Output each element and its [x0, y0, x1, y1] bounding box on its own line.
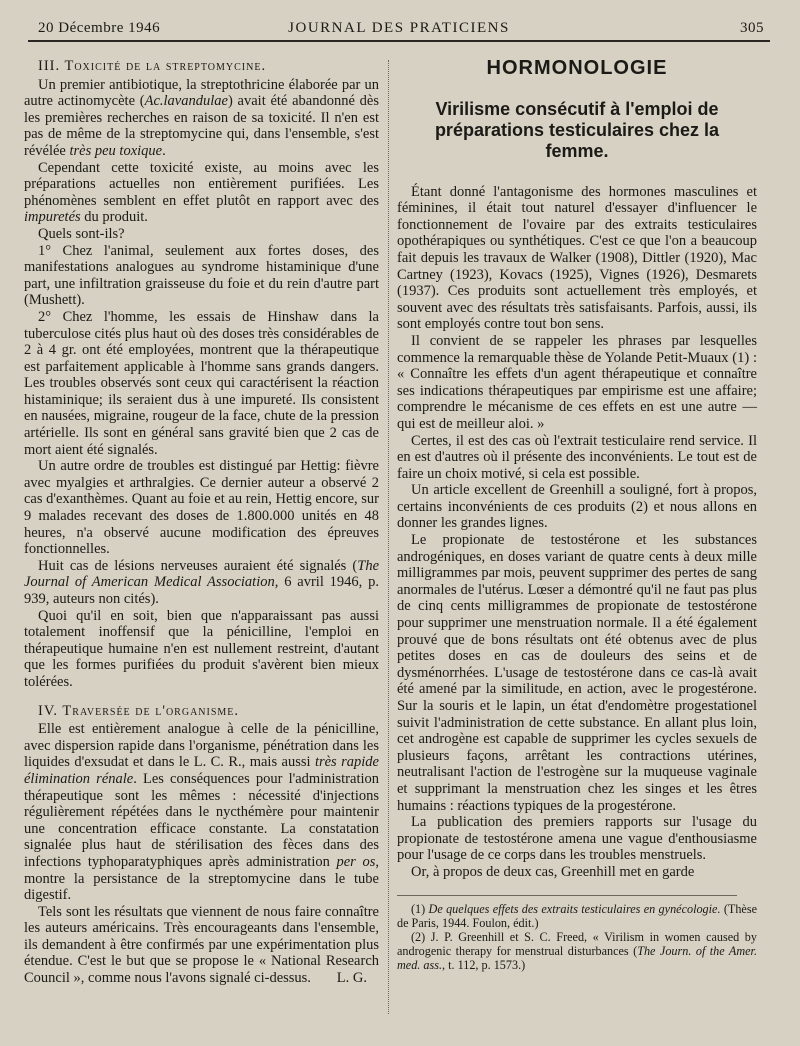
- thesis-title: De quelques effets des extraits testiculaires en gynécologie.: [428, 901, 721, 916]
- paragraph: Quoi qu'il en soit, bien que n'apparaissant pas aussi totalement inoffensif que la pénicilline, l'emploi en thérapeutique humaine n'en est nullement restreint, d'autant que les formes purifiées du produit s'avèrent bien mieux tolérées.: [24, 607, 379, 690]
- rubric-heading: HORMONOLOGIE: [486, 57, 668, 79]
- text-run: (1): [411, 901, 429, 916]
- paragraph: Un autre ordre de troubles est distingué par Hettig: fièvre avec myalgies et arthralgies. Ce dernier auteur a observé 2 cas d'exanthèmes. Quant au foie et au rein, Hettig encore, sur 9 malades recevant des doses de 1.800.000 unités en 48 heures, n'a observé aucune modification des épreuves fonctionnelles.: [24, 458, 379, 558]
- paragraph: La publication des premiers rapports sur l'usage du propionate de testostérone amena une vague d'enthousiasme pour l'usage de ce corps dans les troubles menstruels.: [397, 814, 757, 864]
- text-run: Elle est entièrement analogue à celle de la pénicilline, avec dispersion rapide dans l'organisme, pénétration dans les liquides d'exsudat et dans le L. C. R., mais aussi: [24, 721, 379, 771]
- text-run: , t. 112, p. 1573.): [442, 957, 526, 972]
- author-signature: L. G.: [336, 970, 367, 987]
- header-rule: [28, 40, 770, 42]
- text-run: .: [162, 142, 166, 159]
- text-run: Tels sont les résultats que viennent de nous faire connaître les auteurs américains. Très encourageants dans l'ensemble, ils demandent à être confirmés par une expérimentation plus étendue. C'est le but que se propose le « National Research Council », comme nous l'avons signalé ci-dessus.: [24, 903, 379, 987]
- paragraph: Quels sont-ils?: [38, 225, 125, 242]
- emphasis: très rapide élimination rénale: [24, 754, 379, 787]
- text-run: Huit cas de lésions nerveuses auraient été signalés (: [38, 557, 358, 574]
- text-run: du produit.: [80, 209, 148, 226]
- paragraph: Le propionate de testostérone et les substances androgéniques, en doses variant de quatre cents à deux mille milligrammes par mois, peuvent supprimer des pertes de sang anormales de l'utérus. Lœser a démontré qu'il ne faut pas plus de cinq cents milligrammes de propionate de testostérone pour supprimer une menstruation normale. Il a été également prouvé que de bons résultats ont été obtenus avec de plus petites doses en cas de douleurs des seins et de dysménorrhées. L'usage de testostérone dans ce cas-là avait été amené par la similitude, en action, avec le progestérone. Sur la souris et le lapin, un état d'endomètre progestationel suivit l'administration de cette substance. En allant plus loin, cet androgène est capable de supprimer les cycles sexuels de plusieurs façons, arrêtant les contractions utérines, neutralisant l'action de l'estrogène sur la muqueuse vaginale et supprimant la menstruation chez les singes et les êtres humains : réactions typiques de la progestérone.: [397, 532, 757, 814]
- species-name: Ac.lavandulae: [144, 93, 228, 110]
- issue-date: 20 Décembre 1946: [38, 20, 161, 36]
- page-number: 305: [740, 20, 764, 36]
- paragraph: Étant donné l'antagonisme des hormones masculines et féminines, il était tout naturel d'essayer d'influencer le fonctionnement de l'ovaire par des extraits testiculaires opothérapiques ou synthétiques. C'est ce que l'on a beaucoup fait depuis les travaux de Walker (1908), Dittler (1920), Mac Cartney (1923), Kovacs (1925), Vignes (1926), Desmarets (1937). Ces produits sont actuellement très employés, et souvent avec des résultats très satisfaisants. Parfois, aussi, ils sont employés contre tout bon sens.: [397, 183, 757, 333]
- text-run: 6 avril 1946, p. 939, auteurs non cités).: [24, 574, 380, 607]
- text-run: ) avait été abandonné dès les premières recherches en raison de sa toxicité. Il n'en est pas de même de la streptomycine qui, dans l'ensemble, s'est révélée: [24, 93, 380, 159]
- paragraph: [24, 77, 379, 160]
- text-run: . Les conséquences pour l'administration thérapeutique sont les mêmes : nécessité d'injections régulièrement répétées dans le nycthémère pour maintenir une concentration efficace constante. La constatation signalée plus haut de stérilisation des fèces dans des infections typhoparatyphiques après administration: [24, 770, 380, 870]
- footnote-rule: [397, 895, 737, 896]
- text-run: , montre la persistance de la streptomycine dans le tube digestif.: [24, 853, 379, 904]
- section-heading-traversee: IV. Traversée de l'organisme.: [38, 702, 240, 719]
- paragraph: Il convient de se rappeler les phrases par lesquelles commence la remarquable thèse de Yolande Petit-Muaux (1) : « Connaître les effets d'un agent thérapeutique et connaître ses indications thérapeutiques par empirisme est une affaire; comprendre le mécanisme de ces effets en est une autre — qui est de meilleur aloi. »: [397, 332, 757, 432]
- footnote-2: [397, 930, 757, 972]
- left-column: [24, 58, 379, 987]
- paragraph: 2° Chez l'homme, les essais de Hinshaw dans la tuberculose cités plus haut où des doses très considérables de 2 à 4 gr. ont été employées, montrent que la thérapeutique est parfaitement applicable à l'homme sans grands dangers. Les troubles observés sont ceux qui caractérisent la réaction histaminique; ils seraient dus à une impureté. Ils consistent en nausées, migraine, rougeur de la face, chute de la pression artérielle. Ils sont en général sans gravité bien que 2 cas de mort aient été signalés.: [24, 308, 379, 458]
- paragraph: 1° Chez l'animal, seulement aux fortes doses, des manifestations analogues au syndrome histaminique d'une part, une infiltration graisseuse du foie et du rein d'autre part (Mushett).: [24, 242, 379, 309]
- emphasis: impuretés: [24, 209, 81, 226]
- text-run: Un premier antibiotique, la streptothricine élaborée par un autre actinomycète (: [24, 76, 379, 110]
- paragraph: Certes, il est des cas où l'extrait testiculaire rend service. Il en est d'autres où il présente des inconvénients. Le tout est de faire un choix motivé, si cela est possible.: [397, 432, 757, 482]
- footnote-1: [397, 902, 757, 930]
- paragraph: Or, à propos de deux cas, Greenhill met en garde: [411, 863, 695, 880]
- paragraph: [24, 904, 379, 987]
- journal-citation: The Journ. of the Amer. med. ass.: [397, 943, 757, 972]
- running-head: [28, 18, 770, 38]
- paragraph: [24, 558, 379, 608]
- text-run: Cependant cette toxicité existe, au moins avec les préparations actuelles non entièrement purifiées. Les phénomènes semblent en effet plutôt en rapport avec des: [24, 159, 379, 209]
- column-divider: [388, 60, 389, 1014]
- journal-citation: The Journal of American Medical Association,: [24, 557, 379, 591]
- paragraph: [24, 160, 379, 226]
- section-heading-toxicite: III. Toxicité de la streptomycine.: [38, 58, 267, 74]
- emphasis: très peu toxique: [69, 142, 163, 159]
- emphasis: per os: [336, 853, 376, 870]
- text-run: (Thèse de Paris, 1944. Foulon, édit.): [397, 901, 757, 930]
- article-title: Virilisme consécutif à l'emploi de préparations testiculaires chez la femme.: [434, 98, 720, 161]
- journal-title: JOURNAL DES PRATICIENS: [288, 20, 510, 36]
- paragraph: Un article excellent de Greenhill a souligné, fort à propos, certains inconvénients de ces produits (2) et nous allons en donner les grandes lignes.: [397, 482, 757, 532]
- text-run: (2) J. P. Greenhill et S. C. Freed, « Virilism in women caused by androgenic therapy for menstrual disturbances (: [397, 929, 757, 958]
- paragraph: [24, 721, 379, 904]
- right-column: [397, 58, 757, 972]
